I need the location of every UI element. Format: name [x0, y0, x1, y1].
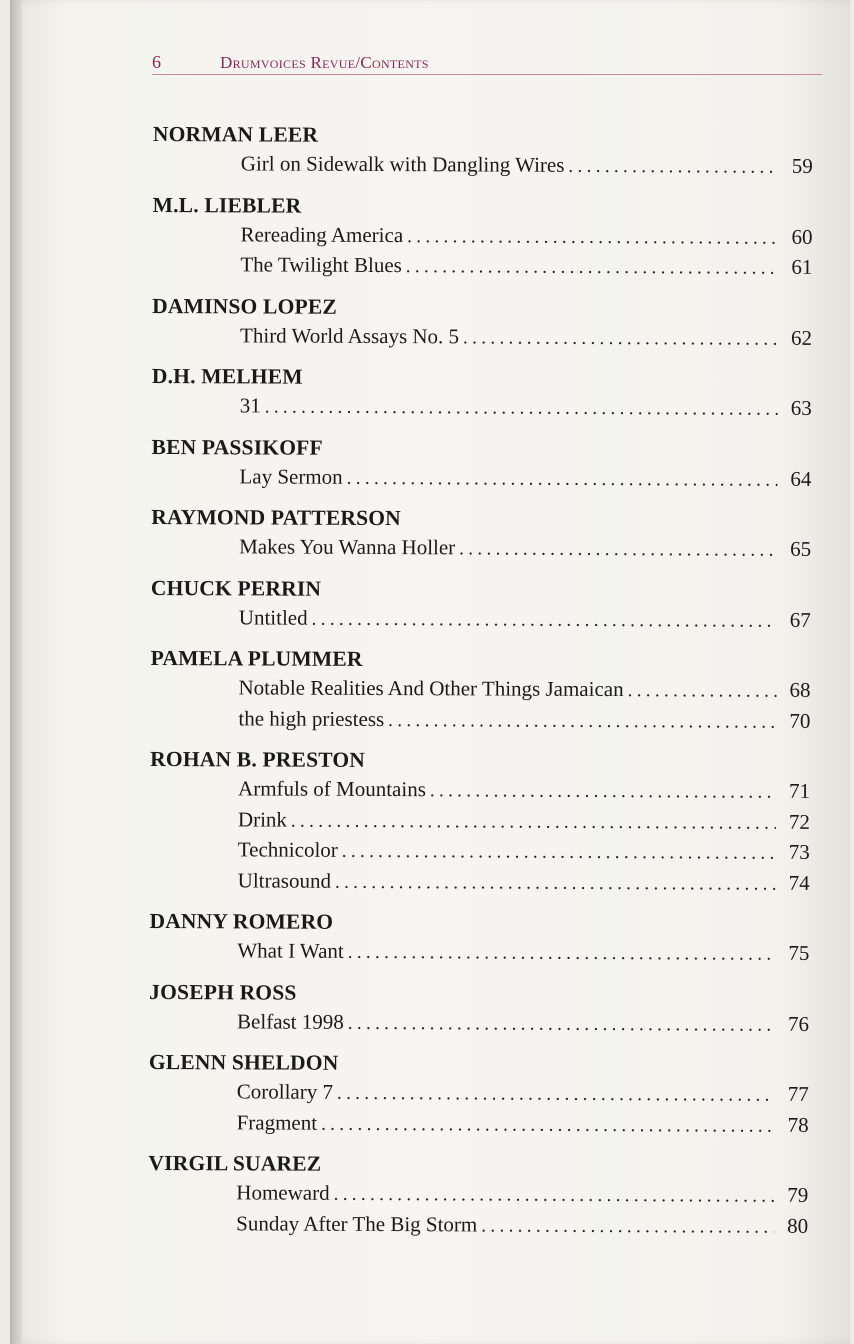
- toc-entry-page: 77: [787, 1081, 809, 1106]
- toc-entry-title: Untitled: [238, 604, 308, 630]
- toc-entry-page: 62: [791, 325, 813, 350]
- dot-leader: [348, 938, 776, 970]
- toc-entry: [236, 1208, 808, 1241]
- toc-entry-page: 60: [791, 224, 813, 249]
- toc-entry-title: Ultrasound: [237, 867, 332, 893]
- toc-entry: [237, 1107, 809, 1140]
- toc-entry-title: Girl on Sidewalk with Dangling Wires: [240, 151, 565, 177]
- toc-entry: [238, 804, 810, 837]
- toc-entry-page: 79: [787, 1182, 809, 1207]
- toc-entry: [240, 249, 812, 282]
- dot-leader: [568, 152, 778, 183]
- toc-entry: [239, 531, 811, 564]
- toc-entry-title: Notable Realities And Other Things Jamaican: [238, 675, 624, 702]
- toc-author: VIRGIL SUAREZ: [148, 1150, 322, 1176]
- toc-entry-title: Belfast 1998: [237, 1008, 344, 1034]
- toc-entry: [238, 773, 810, 806]
- toc-entry-page: 67: [789, 607, 811, 632]
- toc-entry-page: 64: [790, 466, 812, 491]
- dot-leader: [337, 1079, 775, 1111]
- table-of-contents: [148, 120, 813, 1241]
- dot-leader: [481, 1211, 774, 1242]
- toc-entry-page: 63: [790, 395, 812, 420]
- toc-entry-title: Homeward: [236, 1180, 330, 1205]
- toc-entry-title: The Twilight Blues: [240, 252, 402, 278]
- running-head-title: Drumvoices Revue/Contents: [220, 53, 429, 72]
- toc-entry-page: 70: [789, 708, 811, 733]
- toc-entry-page: 71: [789, 778, 811, 803]
- toc-entry: [240, 219, 812, 252]
- toc-entry-page: 73: [788, 839, 810, 864]
- toc-author: ROHAN B. PRESTON: [150, 746, 366, 772]
- toc-entry-title: Armfuls of Mountains: [238, 776, 426, 802]
- toc-entry-page: 80: [787, 1213, 809, 1238]
- toc-author: GLENN SHELDON: [148, 1049, 339, 1075]
- dot-leader: [406, 252, 779, 284]
- dot-leader: [342, 837, 776, 869]
- toc-entry: [239, 602, 811, 635]
- toc-entry: [237, 935, 809, 968]
- page-number: 6: [152, 52, 161, 72]
- toc-entry-title: the high priestess: [238, 705, 385, 731]
- toc-author: JOSEPH ROSS: [149, 979, 297, 1005]
- dot-leader: [335, 867, 776, 899]
- page-spine-shadow: [10, 0, 22, 1344]
- toc-entry: [240, 390, 812, 423]
- toc-entry: [238, 865, 810, 898]
- toc-entry-page: 65: [790, 536, 812, 561]
- toc-entry: [237, 1076, 809, 1109]
- toc-author: M.L. LIEBLER: [152, 192, 302, 218]
- toc-entry-title: Drink: [237, 806, 288, 832]
- toc-entry-page: 76: [788, 1011, 810, 1036]
- dot-leader: [348, 1008, 775, 1040]
- toc-entry-title: Corollary 7: [236, 1079, 334, 1104]
- toc-entry: [241, 148, 813, 181]
- dot-leader: [347, 463, 778, 495]
- dot-leader: [430, 776, 776, 808]
- toc-entry: [237, 1006, 809, 1039]
- dot-leader: [265, 392, 778, 424]
- toc-entry-page: 59: [791, 153, 813, 178]
- toc-author: CHUCK PERRIN: [150, 575, 322, 601]
- dot-leader: [291, 806, 776, 838]
- toc-entry-title: What I Want: [237, 938, 344, 963]
- toc-entry-title: Third World Assays No. 5: [240, 322, 460, 348]
- dot-leader: [463, 323, 778, 354]
- toc-entry-title: Makes You Wanna Holler: [239, 534, 456, 560]
- toc-author: D.H. MELHEM: [151, 363, 303, 389]
- toc-entry-page: 68: [789, 677, 811, 702]
- toc-entry-title: Technicolor: [237, 837, 338, 862]
- toc-author: PAMELA PLUMMER: [150, 645, 363, 671]
- toc-entry: [238, 834, 810, 867]
- toc-entry-title: Sunday After The Big Storm: [236, 1210, 478, 1236]
- dot-leader: [388, 706, 776, 738]
- toc-entry-page: 61: [791, 254, 813, 279]
- toc-entry-page: 75: [788, 940, 810, 965]
- toc-entry-page: 72: [788, 809, 810, 834]
- toc-author: NORMAN LEER: [152, 121, 319, 147]
- toc-entry-title: 31: [239, 393, 261, 418]
- toc-entry-title: Rereading America: [240, 221, 404, 247]
- toc-entry-page: 78: [787, 1112, 809, 1137]
- toc-author: DAMINSO LOPEZ: [152, 293, 338, 319]
- dot-leader: [628, 676, 777, 707]
- toc-entry: [238, 672, 810, 705]
- toc-entry-title: Fragment: [236, 1109, 318, 1135]
- dot-leader: [312, 604, 777, 636]
- toc-author: DANNY ROMERO: [149, 908, 334, 934]
- toc-entry: [238, 703, 810, 736]
- toc-entry: [236, 1177, 808, 1210]
- book-page: [10, 0, 850, 1344]
- toc-author: BEN PASSIKOFF: [151, 434, 323, 460]
- toc-entry: [239, 461, 811, 494]
- toc-entry-page: 74: [788, 870, 810, 895]
- dot-leader: [407, 222, 778, 254]
- toc-author: RAYMOND PATTERSON: [151, 504, 402, 531]
- dot-leader: [321, 1109, 775, 1141]
- running-head: [152, 52, 822, 75]
- dot-leader: [459, 534, 777, 565]
- dot-leader: [334, 1180, 775, 1212]
- toc-entry: [240, 320, 812, 353]
- toc-entry-title: Lay Sermon: [239, 463, 343, 489]
